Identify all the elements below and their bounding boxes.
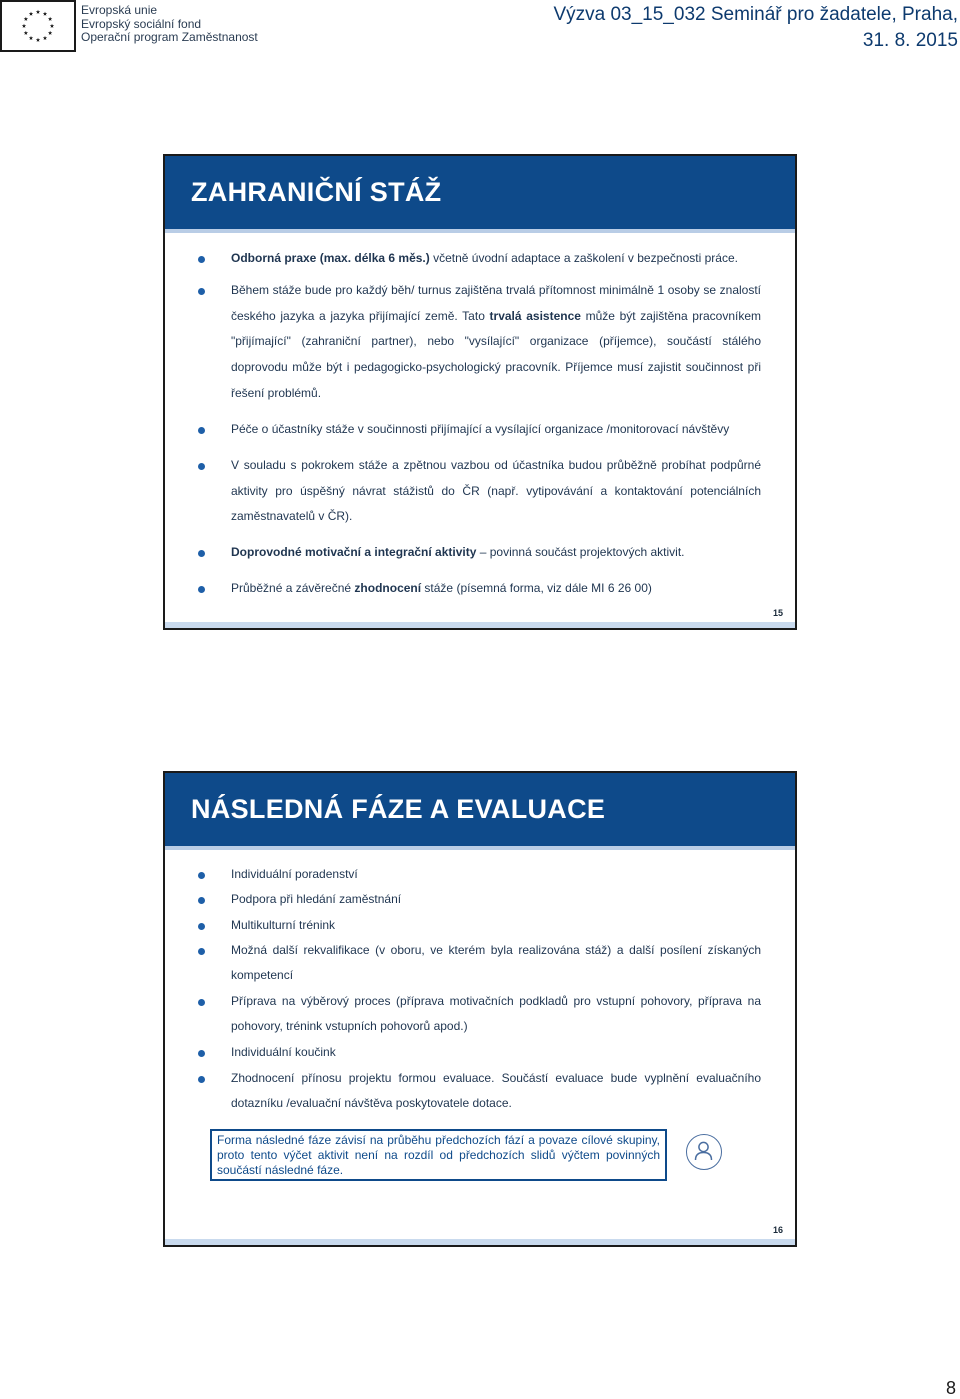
bullet-text: V souladu s pokrokem stáže a zpětnou vazbou od účastníka budou průběžně probíhat podpůrné aktivity pro úspěšný návrat stážistů do ČR (např. vytipovávání a kontaktování potenciálních zaměstnavatelů v ČR). [231, 458, 761, 524]
bullet-icon [198, 999, 205, 1006]
person-icon [686, 1134, 722, 1170]
bullet-text: Individuální koučink [231, 1045, 336, 1059]
bullet-text: Péče o účastníky stáže v součinnosti přijímající a vysílající organizace /monitorovací návštěvy [231, 422, 730, 436]
bullet-text: Možná další rekvalifikace (v oboru, ve kterém byla realizována stáž) a další posílení získaných kompetencí [231, 943, 761, 983]
event-title-line-1: Výzva 03_15_032 Seminář pro žadatele, Praha, [553, 4, 958, 25]
eu-star-icon [43, 12, 47, 16]
bullet-text: Doprovodné motivační a integrační aktivity – povinná součást projektových aktivit. [231, 545, 685, 559]
bullet-text: Podpora při hledání zaměstnání [231, 892, 402, 906]
slide-15 [163, 154, 797, 630]
slide-footer-bar [165, 622, 795, 628]
bullet-icon [198, 586, 205, 593]
slide-footer-bar [165, 1239, 795, 1245]
bullet-text: Individuální poradenství [231, 867, 358, 881]
eu-stars-icon [2, 2, 74, 50]
eu-star-icon [36, 10, 40, 14]
bullet-text: Zhodnocení přínosu projektu formou evaluace. Součástí evaluace bude vyplnění evaluačního dotazníku /evaluační návštěva poskytovatele dotace. [231, 1071, 761, 1111]
eu-star-icon [24, 31, 28, 35]
bullet-icon [198, 1050, 205, 1057]
bullet-text: Příprava na výběrový proces (příprava motivačních podkladů pro vstupní pohovory, příprava na pohovory, trénink vstupních pohovorů apod.) [231, 994, 761, 1034]
slide-title-bar [165, 156, 795, 229]
event-title [538, 2, 958, 54]
bullet-icon [198, 550, 205, 557]
bullet-icon [198, 923, 205, 930]
slide-title: NÁSLEDNÁ FÁZE A EVALUACE [191, 794, 606, 824]
eu-line-2: Evropský sociální fond [81, 16, 202, 31]
eu-star-icon [48, 31, 52, 35]
bullet-icon [198, 948, 205, 955]
eu-star-icon [43, 36, 47, 40]
person-glyph [687, 1135, 720, 1168]
eu-star-icon [29, 12, 33, 16]
bullet-text: Multikulturní trénink [231, 918, 336, 932]
bullet-icon [198, 427, 205, 434]
eu-star-icon [24, 17, 28, 21]
title-stripe [165, 229, 795, 233]
slide-number: 16 [772, 1225, 783, 1235]
eu-flag-logo [0, 0, 76, 52]
eu-star-icon [22, 24, 26, 28]
slide-title-bar [165, 773, 795, 846]
eu-star-icon [50, 24, 54, 28]
note-box: Forma následné fáze závisí na průběhu předchozích fází a povaze cílové skupiny, proto tento výčet aktivit není na rozdíl od předchozích slidů výčtem povinných součástí následné fáze. [210, 1129, 667, 1181]
eu-line-1: Evropská unie [81, 3, 158, 17]
page-number: 8 [945, 1378, 956, 1398]
bullet-text: Odborná praxe (max. délka 6 měs.) včetně úvodní adaptace a zaškolení v bezpečnosti práce. [231, 251, 738, 265]
eu-line-3: Operační program Zaměstnanost [81, 30, 258, 44]
slide-number: 15 [772, 608, 783, 618]
event-title-line-2: 31. 8. 2015 [862, 30, 958, 51]
bullet-icon [198, 1076, 205, 1083]
eu-star-icon [48, 17, 52, 21]
eu-program-label [81, 4, 258, 45]
bullet-text: Během stáže bude pro každý běh/ turnus zajištěna trvalá přítomnost minimálně 1 osoby se znalostí českého jazyka a jazyka přijímající země. Tato trvalá asistence může být zajištěna pracovníkem "přijímající" (zahraniční partner), nebo "vysílající" organizace (příjemce), součástí stálého doprovodu může být i pedagogicko-psychologický pracovník. Příjemce musí zajistit součinnost při řešení problémů. [231, 283, 762, 400]
bullet-icon [198, 256, 205, 263]
bullet-icon [198, 872, 205, 879]
page-header [0, 0, 960, 56]
bullet-icon [198, 897, 205, 904]
eu-star-icon [36, 38, 40, 42]
slide-16 [163, 771, 797, 1247]
title-stripe [165, 846, 795, 850]
eu-star-icon [29, 36, 33, 40]
bullet-text: Průběžné a závěrečné zhodnocení stáže (písemná forma, viz dále MI 6 26 00) [231, 581, 652, 595]
bullet-icon [198, 463, 205, 470]
slide-title: ZAHRANIČNÍ STÁŽ [191, 177, 442, 207]
bullet-icon [198, 288, 205, 295]
